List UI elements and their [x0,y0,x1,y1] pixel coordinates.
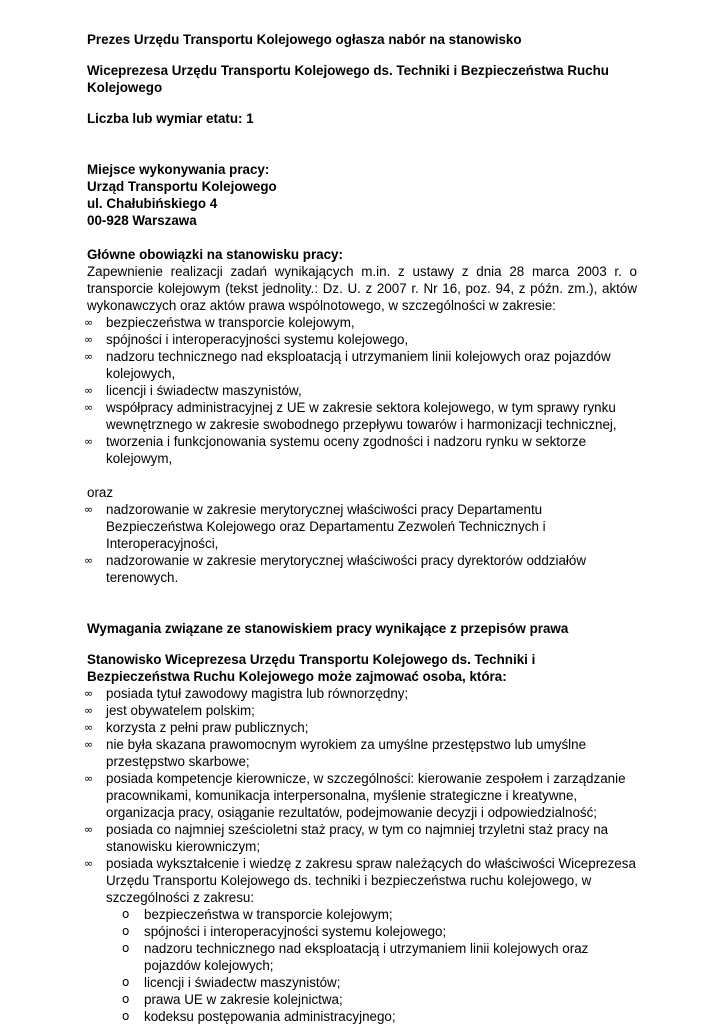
list-item: ∞ posiada wykształcenie i wiedzę z zakresu spraw należących do właściwości Wiceprezesa Urzędu Transportu Kolejowego ds. techniki i bezpieczeństwa ruchu kolejowego, w szczególności z zakresu: o bezpieczeństwa w transporcie kolejowym; o spójności i interoperacyjności systemu kolejowego; o nadzoru technicznego nad eksploatacją i utrzymaniem linii kolejowych oraz pojazdów kolejowych; o licencji i świadectw maszynistów; o prawa UE w zakresie kolejnictwa; o kodeksu postępowania administracyjnego; [84,856,636,1024]
infinity-bullet-icon: ∞ [84,384,94,397]
infinity-bullet-icon: ∞ [84,350,94,363]
sublist-item: o spójności i interoperacyjności systemu kolejowego; [122,924,447,939]
list-item: ∞ posiada tytuł zawodowy magistra lub równorzędny; [84,686,409,701]
list-item: ∞ bezpieczeństwa w transporcie kolejowym, [84,315,355,330]
infinity-bullet-icon: ∞ [84,503,94,516]
infinity-bullet-icon: ∞ [84,721,94,734]
duties-list [84,314,637,467]
list-item: ∞ posiada kompetencje kierownicze, w szczególności: kierowanie zespołem i zarządzanie pracownikami, komunikacja interpersonalna, myślenie strategiczne i kreatywne, organizacja pracy, osiąganie rezultatów, podejmowanie decyzji i odpowiedzialność; [84,771,626,820]
workplace-line: 00-928 Warszawa [87,213,197,228]
requirements-heading: Wymagania związane ze stanowiskiem pracy wynikające z przepisów prawa [87,621,569,636]
circle-bullet-icon: o [122,907,130,921]
list-item: ∞ współpracy administracyjnej z UE w zakresie sektora kolejowego, w tym sprawy rynku wewnętrznego w zakresie swobodnego przepływu towarów i harmonizacji technicznej, [84,400,617,432]
infinity-bullet-icon: ∞ [84,823,94,836]
infinity-bullet-icon: ∞ [84,554,94,567]
requirements-list [84,685,637,1025]
list-item: ∞ nadzoru technicznego nad eksploatacją i utrzymaniem linii kolejowych oraz pojazdów kolejowych, [84,349,611,381]
duties-intro: Zapewnienie realizacji zadań wynikających m.in. z ustawy z dnia 28 marca 2003 r. o transporcie kolejowym (tekst jednolity.: Dz. U. z 2007 r. Nr 16, poz. 94, z późn. zm.), aktów wykonawczych oraz aktów prawa wspólnotowego, w szczególności w zakresie: [87,264,637,313]
sublist-item: o bezpieczeństwa w transporcie kolejowym; [122,907,393,922]
circle-bullet-icon: o [122,941,130,955]
duties-list-2 [84,501,637,586]
infinity-bullet-icon: ∞ [84,704,94,717]
list-item: ∞ licencji i świadectw maszynistów, [84,383,302,398]
infinity-bullet-icon: ∞ [84,401,94,414]
list-item: ∞ posiada co najmniej sześcioletni staż pracy, w tym co najmniej trzyletni staż pracy na stanowisku kierowniczym; [84,822,609,854]
infinity-bullet-icon: ∞ [84,333,94,346]
list-item: ∞ spójności i interoperacyjności systemu kolejowego, [84,332,409,347]
requirements-subheading: Stanowisko Wiceprezesa Urzędu Transportu Kolejowego ds. Techniki i Bezpieczeństwa Ruchu Kolejowego może zajmować osoba, która: [87,652,536,684]
infinity-bullet-icon: ∞ [84,738,94,751]
sublist-item: o licencji i świadectw maszynistów; [122,975,341,990]
list-item: ∞ nadzorowanie w zakresie merytorycznej właściwości pracy dyrektorów oddziałów terenowych. [84,553,587,585]
document-page [84,31,637,1025]
document-title: Prezes Urzędu Transportu Kolejowego ogłasza nabór na stanowisko [87,32,522,47]
requirements-sublist [106,906,637,1025]
position-title: Wiceprezesa Urzędu Transportu Kolejowego ds. Techniki i Bezpieczeństwa Ruchu Kolejowego [87,63,609,95]
infinity-bullet-icon: ∞ [84,857,94,870]
list-item: ∞ tworzenia i funkcjonowania systemu oceny zgodności i nadzoru rynku w sektorze kolejowym, [84,434,587,466]
list-item: ∞ nadzorowanie w zakresie merytorycznej właściwości pracy Departamentu Bezpieczeństwa Kolejowego oraz Departamentu Zezwoleń Technicznych i Interoperacyjności, [84,502,546,551]
infinity-bullet-icon: ∞ [84,316,94,329]
infinity-bullet-icon: ∞ [84,772,94,785]
workplace-line: Urząd Transportu Kolejowego [87,179,277,194]
oraz-text: oraz [87,485,114,500]
list-item: ∞ jest obywatelem polskim; [84,703,255,718]
circle-bullet-icon: o [122,1009,130,1023]
workplace-line: ul. Chałubińskiego 4 [87,196,218,211]
sublist-item: o prawa UE w zakresie kolejnictwa; [122,992,343,1007]
list-item: ∞ nie była skazana prawomocnym wyrokiem za umyślne przestępstwo lub umyślne przestępstwo skarbowe; [84,737,587,769]
circle-bullet-icon: o [122,975,130,989]
circle-bullet-icon: o [122,992,130,1006]
list-item: ∞ korzysta z pełni praw publicznych; [84,720,309,735]
infinity-bullet-icon: ∞ [84,687,94,700]
fte-line: Liczba lub wymiar etatu: 1 [87,111,254,126]
sublist-item: o kodeksu postępowania administracyjnego; [122,1009,396,1024]
workplace-heading: Miejsce wykonywania pracy: [87,162,270,177]
sublist-item: o nadzoru technicznego nad eksploatacją i utrzymaniem linii kolejowych oraz pojazdów kolejowych; [122,941,589,973]
circle-bullet-icon: o [122,924,130,938]
duties-heading: Główne obowiązki na stanowisku pracy: [87,247,343,262]
infinity-bullet-icon: ∞ [84,435,94,448]
